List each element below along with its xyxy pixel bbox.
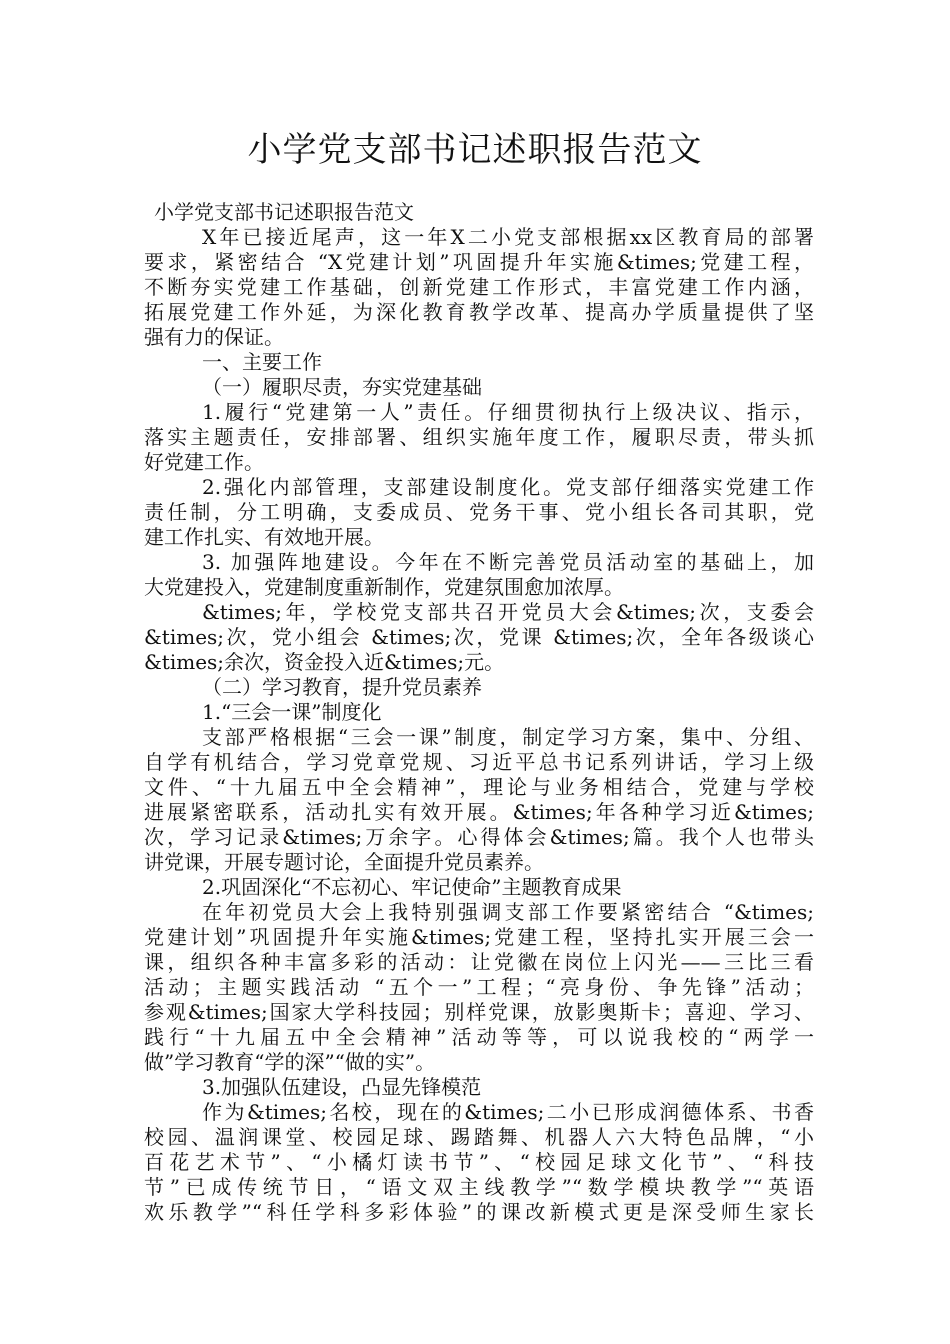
paragraph-line: &times;次，党小组会 &times;次，党课 &times;次，全年各级谈心 [144,625,814,649]
paragraph-line: 大党建投入，党建制度重新制作，党建氛围愈加浓厚。 [144,575,624,599]
subsection-heading: （二）学习教育，提升党员素养 [202,675,482,699]
paragraph-line: 建工作扎实、有效地开展。 [144,525,384,549]
paragraph-line: 自学有机结合，学习党章党规、习近平总书记系列讲话，学习上级 [144,750,814,774]
paragraph-line: 落实主题责任，安排部署、组织实施年度工作，履职尽责，带头抓 [144,425,814,449]
paragraph-line: 不断夯实党建工作基础，创新党建工作形式，丰富党建工作内涵， [144,275,814,299]
paragraph-line: 好党建工作。 [144,450,264,474]
section-heading: 一、主要工作 [202,350,322,374]
paragraph-line: 次，学习记录&times;万余字。心得体会&times;篇。我个人也带头 [144,825,814,849]
paragraph-line: 要求，紧密结合 “X党建计划”巩固提升年实施&times;党建工程， [144,250,814,274]
item-heading: 1.“三会一课”制度化 [202,700,382,724]
paragraph-line: 讲党课，开展专题讨论，全面提升党员素养。 [144,850,544,874]
subsection-heading: （一）履职尽责，夯实党建基础 [202,375,482,399]
paragraph-line: 活动；主题实践活动 “五个一”工程；“亮身份、争先锋”活动； [144,975,814,999]
paragraph-line: 进展紧密联系，活动扎实有效开展。&times;年各种学习近&times; [144,800,814,824]
paragraph-line: 百花艺术节”、“小橘灯读书节”、“校园足球文化节”、“科技 [144,1150,814,1174]
paragraph-line: &times;年，学校党支部共召开党员大会&times;次，支委会 [202,600,814,624]
paragraph-line: 欢乐教学”“科任学科多彩体验”的课改新模式更是深受师生家长 [144,1200,814,1224]
item-heading: 3.加强队伍建设，凸显先锋模范 [202,1075,482,1099]
paragraph-line: 做”学习教育“学的深”“做的实”。 [144,1050,436,1074]
paragraph-line: 节”已成传统节日，“语文双主线教学”“数学模块教学”“英语 [144,1175,814,1199]
paragraph-line: 强有力的保证。 [144,325,284,349]
paragraph-line: &times;余次，资金投入近&times;元。 [144,650,505,674]
paragraph-line: 支部严格根据“三会一课”制度，制定学习方案，集中、分组、 [202,725,814,749]
paragraph-line: 作为&times;名校，现在的&times;二小已形成润德体系、书香 [202,1100,814,1124]
body-subtitle: 小学党支部书记述职报告范文 [154,200,414,224]
paragraph-line: 校园、温润课堂、校园足球、踢踏舞、机器人六大特色品牌，“小 [144,1125,814,1149]
paragraph-line: 3. 加强阵地建设。今年在不断完善党员活动室的基础上，加 [202,550,814,574]
paragraph-line: 课，组织各种丰富多彩的活动：让党徽在岗位上闪光——三比三看 [144,950,814,974]
paragraph-line: 责任制，分工明确，支委成员、党务干事、党小组长各司其职，党 [144,500,814,524]
document-title: 小学党支部书记述职报告范文 [247,130,703,170]
paragraph-line: 践行“十九届五中全会精神”活动等等，可以说我校的“两学一 [144,1025,814,1049]
paragraph-line: 2.强化内部管理，支部建设制度化。党支部仔细落实党建工作 [202,475,814,499]
paragraph-line: 文件、“十九届五中全会精神”，理论与业务相结合，党建与学校 [144,775,814,799]
item-heading: 2.巩固深化“不忘初心、牢记使命”主题教育成果 [202,875,622,899]
paragraph-line: X年已接近尾声，这一年X二小党支部根据xx区教育局的部署 [202,225,814,249]
paragraph-line: 党建计划”巩固提升年实施&times;党建工程，坚持扎实开展三会一 [144,925,814,949]
document-body [144,200,814,1225]
paragraph-line: 拓展党建工作外延，为深化教育教学改革、提高办学质量提供了坚 [144,300,814,324]
paragraph-line: 参观&times;国家大学科技园；别样党课，放影奥斯卡；喜迎、学习、 [144,1000,814,1024]
paragraph-line: 1.履行“党建第一人”责任。仔细贯彻执行上级决议、指示， [202,400,814,424]
paragraph-line: 在年初党员大会上我特别强调支部工作要紧密结合 “&times; [202,900,814,924]
